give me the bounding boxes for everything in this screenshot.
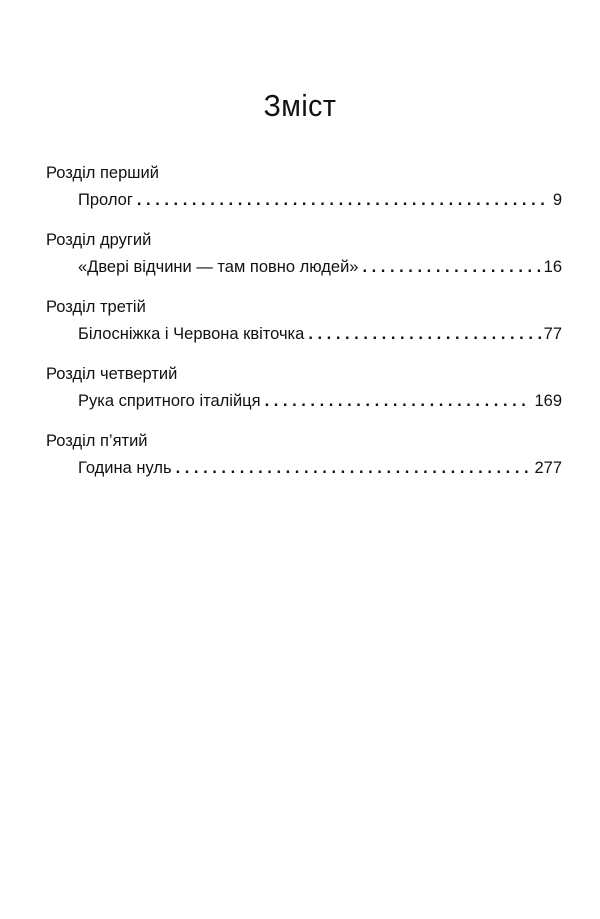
dot-leader — [265, 387, 532, 415]
page-number: 16 — [543, 258, 562, 276]
toc-chapter-2 — [46, 227, 562, 281]
toc-entry — [78, 454, 562, 482]
dot-leader — [308, 320, 540, 348]
toc-entry — [78, 387, 562, 415]
chapter-label: Розділ перший — [46, 164, 159, 182]
toc-chapter-1 — [46, 160, 562, 214]
page-title: Зміст — [263, 88, 337, 123]
page-number: 9 — [552, 191, 562, 209]
toc-chapter-5 — [46, 428, 562, 482]
dot-leader — [362, 253, 540, 281]
entry-title: Година нуль — [78, 459, 172, 477]
page-number: 277 — [534, 459, 562, 477]
dot-leader — [176, 454, 532, 482]
dot-leader — [137, 186, 550, 214]
table-of-contents — [46, 160, 562, 495]
page-number: 169 — [534, 392, 562, 410]
toc-chapter-4 — [46, 361, 562, 415]
entry-title: «Двері відчини — там повно людей» — [78, 258, 359, 276]
entry-title: Рука спритного італійця — [78, 392, 261, 410]
toc-entry — [78, 186, 562, 214]
chapter-label: Розділ п’ятий — [46, 432, 148, 450]
toc-entry — [78, 320, 562, 348]
chapter-label: Розділ другий — [46, 231, 152, 249]
chapter-label: Розділ третій — [46, 298, 146, 316]
chapter-label: Розділ четвертий — [46, 365, 178, 383]
toc-chapter-3 — [46, 294, 562, 348]
entry-title: Пролог — [78, 191, 133, 209]
toc-entry — [78, 253, 562, 281]
entry-title: Білосніжка і Червона квіточка — [78, 325, 305, 343]
page-number: 77 — [543, 325, 562, 343]
